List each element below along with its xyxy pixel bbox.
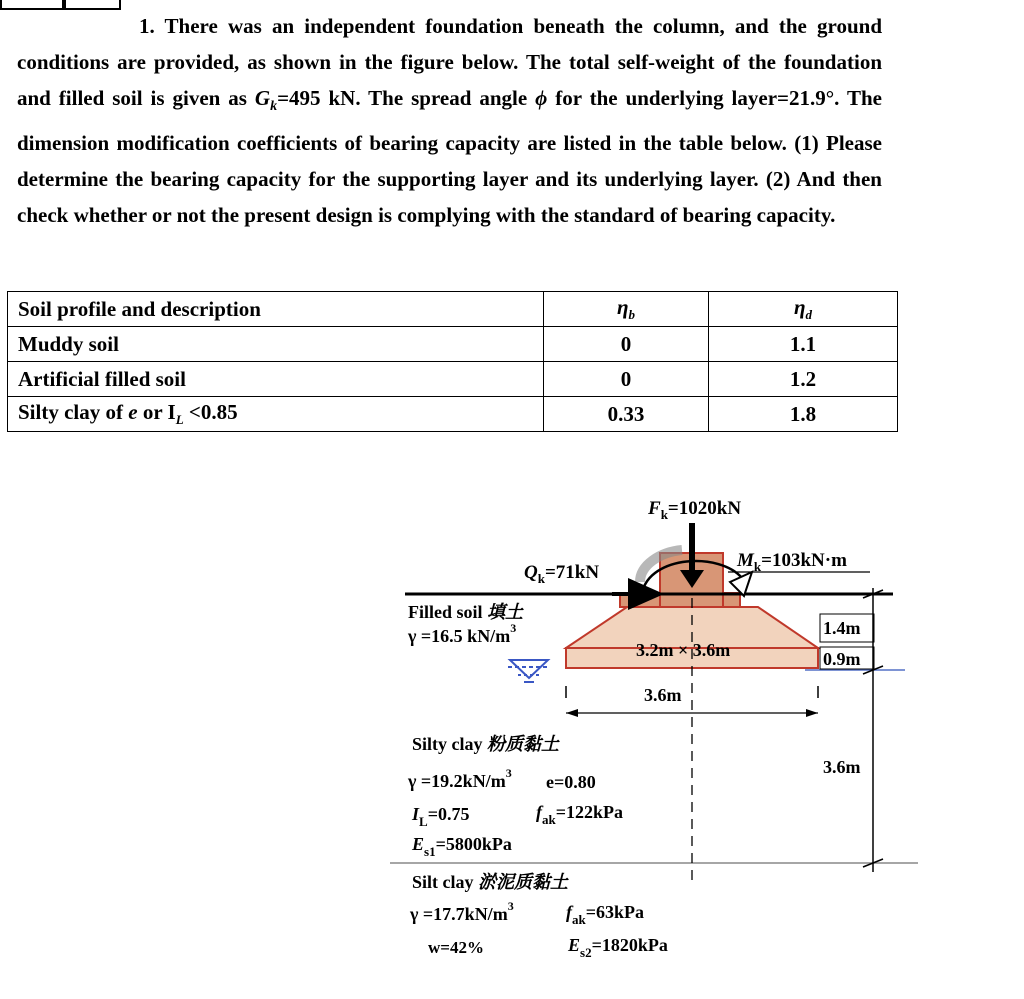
cell-eta-b: 0 [544,362,709,397]
label-depth-water: 0.9m [823,649,861,669]
problem-number: 1. [139,14,155,38]
cell-eta-b: 0.33 [544,397,709,432]
label-silt-w: w=42% [428,938,484,957]
label-silt-gamma: $\gamma =17.7kN/m^3$ [410,899,514,924]
label-width: 3.6m [644,685,682,705]
label-depth-total: 1.4m [823,618,861,638]
gk-symbol: G [254,86,271,110]
phi-symbol: ϕ [535,86,548,110]
label-silty-fak: $f_{ak}=122kPa$ [536,802,623,827]
problem-text-1: There was an independent foundation beneath the column, and the ground conditions are provided, as shown in the figure below. The total self-weight of the foundation and filled soil is given as [17,14,882,110]
cell-eta-d: 1.8 [709,397,898,432]
label-fill-name: Filled soil 填土 [408,602,524,623]
label-silty-clay: Silty clay 粉质黏土 [412,734,559,755]
label-silt-es: $E_{s2}=1820kPa$ [568,935,668,960]
cell-eta-b: 0 [544,327,709,362]
dim-arrowhead [806,709,818,717]
cell-soil: Silty clay of e or $I_L <0.85$ [8,397,544,432]
problem-text-3: for the underlying layer=21.9°. The dimension modification coefficients of bearing capacity are listed in the table below. (1) Please determine the bearing capacity for the supporting layer and its underlying layer. (2) And then check whether or not the present design is complying with the standard of bearing capacity. [17,86,882,228]
label-qk: $Q_k=71kN$ [524,562,600,586]
label-mk: $M_k=103kN\cdot m$ [737,550,847,574]
cell-eta-d: 1.2 [709,362,898,397]
header-eta-b: $\eta_b$ [544,292,709,327]
header-soil-profile: Soil profile and description [8,292,544,327]
label-silt-clay: Silt clay 淤泥质黏土 [412,872,568,893]
dim-arrowhead [566,709,578,717]
label-silty-gamma: $\gamma =19.2kN/m^3$ [408,766,512,791]
label-layer-thickness: 3.6m [823,757,861,777]
cell-eta-d: 1.1 [709,327,898,362]
water-table-icon [508,660,550,682]
problem-text-2: =495 kN. The spread angle [277,86,536,110]
gk-subscript: k [270,99,278,115]
header-eta-d: $\eta_d$ [709,292,898,327]
label-silty-e: e=0.80 [546,772,596,792]
label-fk: $F_k=1020kN$ [648,498,742,522]
label-fill-gamma: γ =16.5 $kN/m^3$ [408,621,517,646]
label-silty-es: $E_{s1}=5800kPa$ [412,834,512,859]
label-silt-fak: $f_{ak}=63kPa$ [566,902,644,927]
label-silty-il: $I_L=0.75$ [412,804,470,829]
cell-soil: Artificial filled soil [8,362,544,397]
label-footing-size: 3.2m × 3.6m [636,640,731,660]
cell-soil: Muddy soil [8,327,544,362]
